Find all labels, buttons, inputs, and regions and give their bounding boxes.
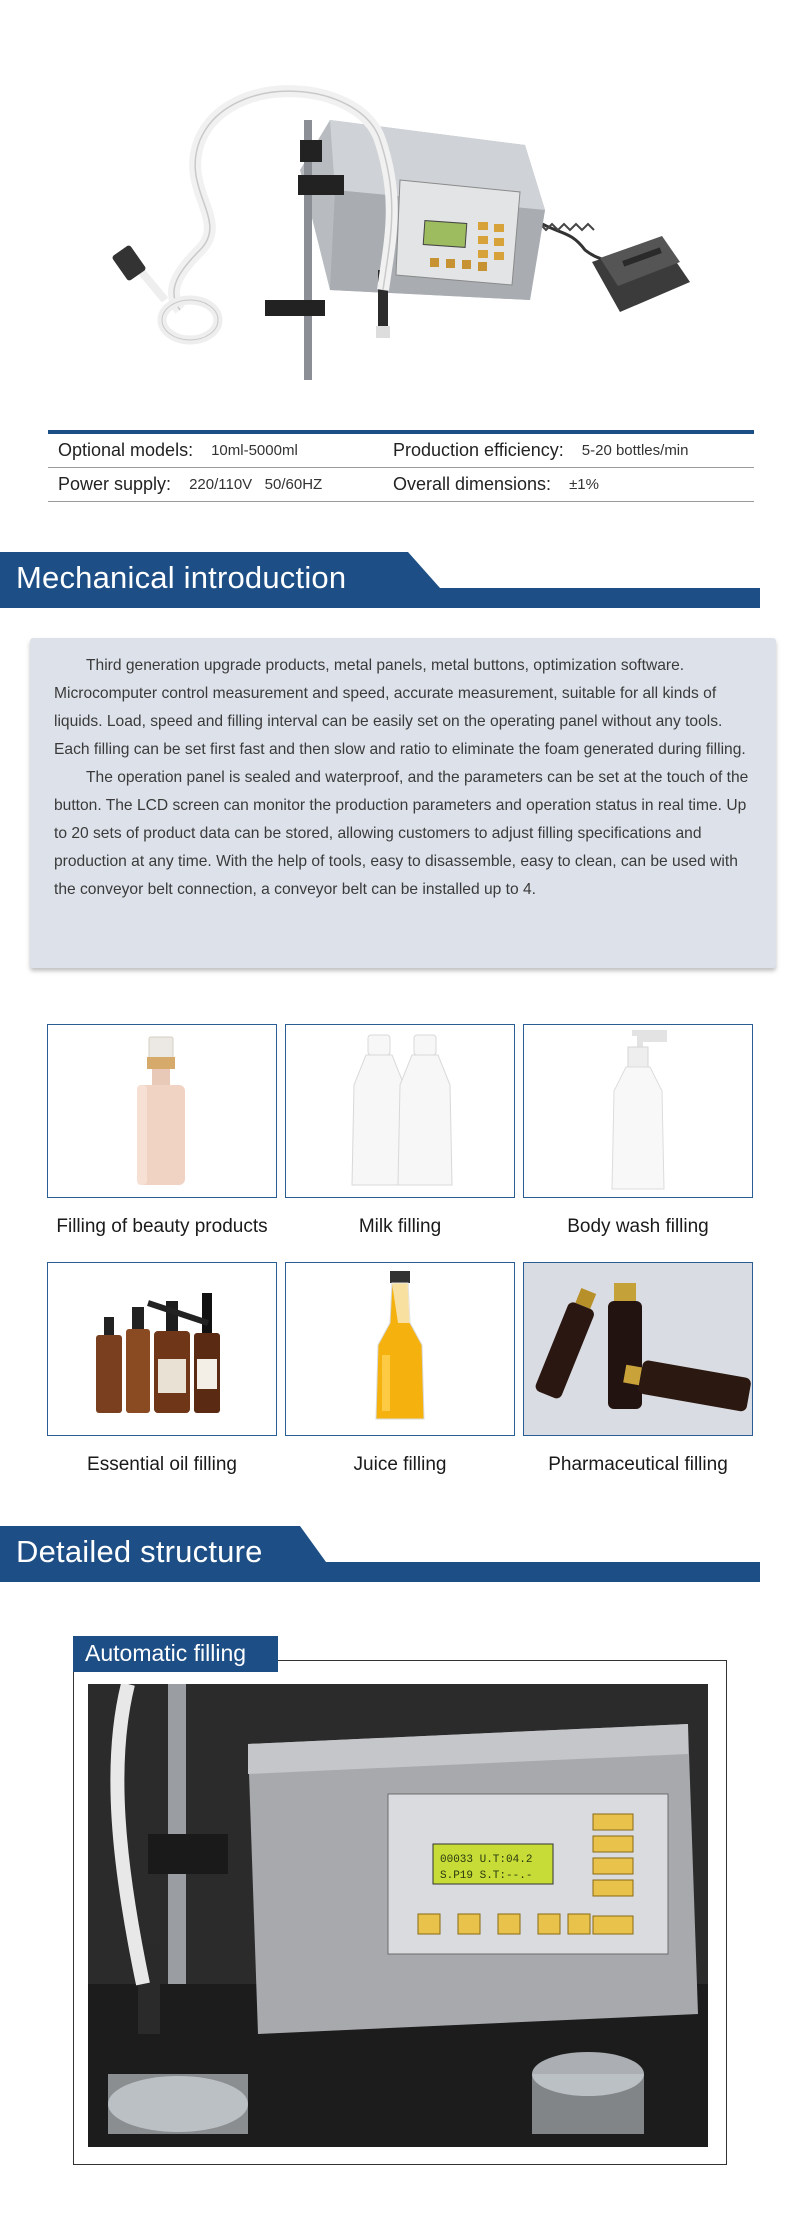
essential-oil-bottles-icon bbox=[48, 1263, 276, 1435]
spec-label: Production efficiency: bbox=[393, 440, 564, 460]
section-banner-mechanical bbox=[0, 552, 760, 608]
spec-label: Optional models: bbox=[58, 440, 194, 460]
pump-bottle-icon bbox=[524, 1025, 752, 1197]
application-caption: Juice filling bbox=[353, 1454, 447, 1475]
intro-paragraph: The operation panel is sealed and waterproof, and the parameters can be set at the touch of the button. The LCD screen can monitor the production parameters and operation status in real time. Up to 20 sets of product data can be stored, allowing customers to adjust filling specifications and production at any time. With the help of tools, easy to disassemble, easy to clean, can be used with the conveyor belt connection, a conveyor belt can be installed up to 4. bbox=[54, 769, 749, 898]
automatic-filling-tag: Automatic filling bbox=[73, 1636, 278, 1672]
spec-row bbox=[48, 434, 754, 468]
application-image bbox=[47, 1024, 277, 1198]
filling-machine-closeup bbox=[88, 1684, 708, 2147]
spec-table bbox=[48, 430, 754, 502]
product-photo bbox=[0, 0, 800, 420]
spec-value: 5-20 bottles/min bbox=[581, 442, 689, 459]
spec-label: Overall dimensions: bbox=[393, 474, 552, 494]
application-image bbox=[523, 1024, 753, 1198]
svg-text:S.P19 S.T:--.-: S.P19 S.T:--.- bbox=[440, 1870, 533, 1882]
intro-box bbox=[30, 638, 776, 968]
application-card bbox=[523, 1262, 753, 1476]
application-card bbox=[285, 1262, 515, 1476]
application-caption: Body wash filling bbox=[567, 1216, 709, 1237]
application-image bbox=[47, 1262, 277, 1436]
intro-paragraph: Third generation upgrade products, metal panels, metal buttons, optimization software. Microcomputer control measurement and speed, accurate measurement, suitable for all kinds of liquids. Load, speed and filling interval can be easily set on the operating panel without any tools. Each filling can be set first fast and then slow and ratio to eliminate the foam generated during filling. bbox=[54, 657, 746, 758]
section-title: Detailed structure bbox=[16, 1534, 263, 1569]
application-card bbox=[47, 1024, 277, 1238]
application-image bbox=[285, 1024, 515, 1198]
juice-bottle-icon bbox=[286, 1263, 514, 1435]
application-card bbox=[523, 1024, 753, 1238]
application-caption: Filling of beauty products bbox=[56, 1216, 268, 1237]
svg-text:00033 U.T:04.2: 00033 U.T:04.2 bbox=[440, 1854, 533, 1866]
detail-photo bbox=[88, 1684, 708, 2147]
spec-value: ±1% bbox=[569, 476, 599, 493]
milk-bottle-icon bbox=[286, 1025, 514, 1197]
application-caption: Essential oil filling bbox=[87, 1454, 237, 1475]
section-title: Mechanical introduction bbox=[16, 560, 347, 595]
medicine-bottles-icon bbox=[524, 1263, 752, 1435]
application-image bbox=[285, 1262, 515, 1436]
spec-row bbox=[48, 468, 754, 502]
application-card bbox=[47, 1262, 277, 1476]
cosmetic-bottle-icon bbox=[48, 1025, 276, 1197]
spec-label: Power supply: bbox=[58, 474, 172, 494]
section-banner-structure bbox=[0, 1526, 760, 1582]
application-caption: Milk filling bbox=[358, 1216, 442, 1237]
spec-value: 10ml-5000ml bbox=[211, 442, 298, 459]
application-image bbox=[523, 1262, 753, 1436]
spec-value: 220/110V 50/60HZ bbox=[189, 476, 323, 493]
application-caption: Pharmaceutical filling bbox=[548, 1454, 728, 1475]
application-card bbox=[285, 1024, 515, 1238]
